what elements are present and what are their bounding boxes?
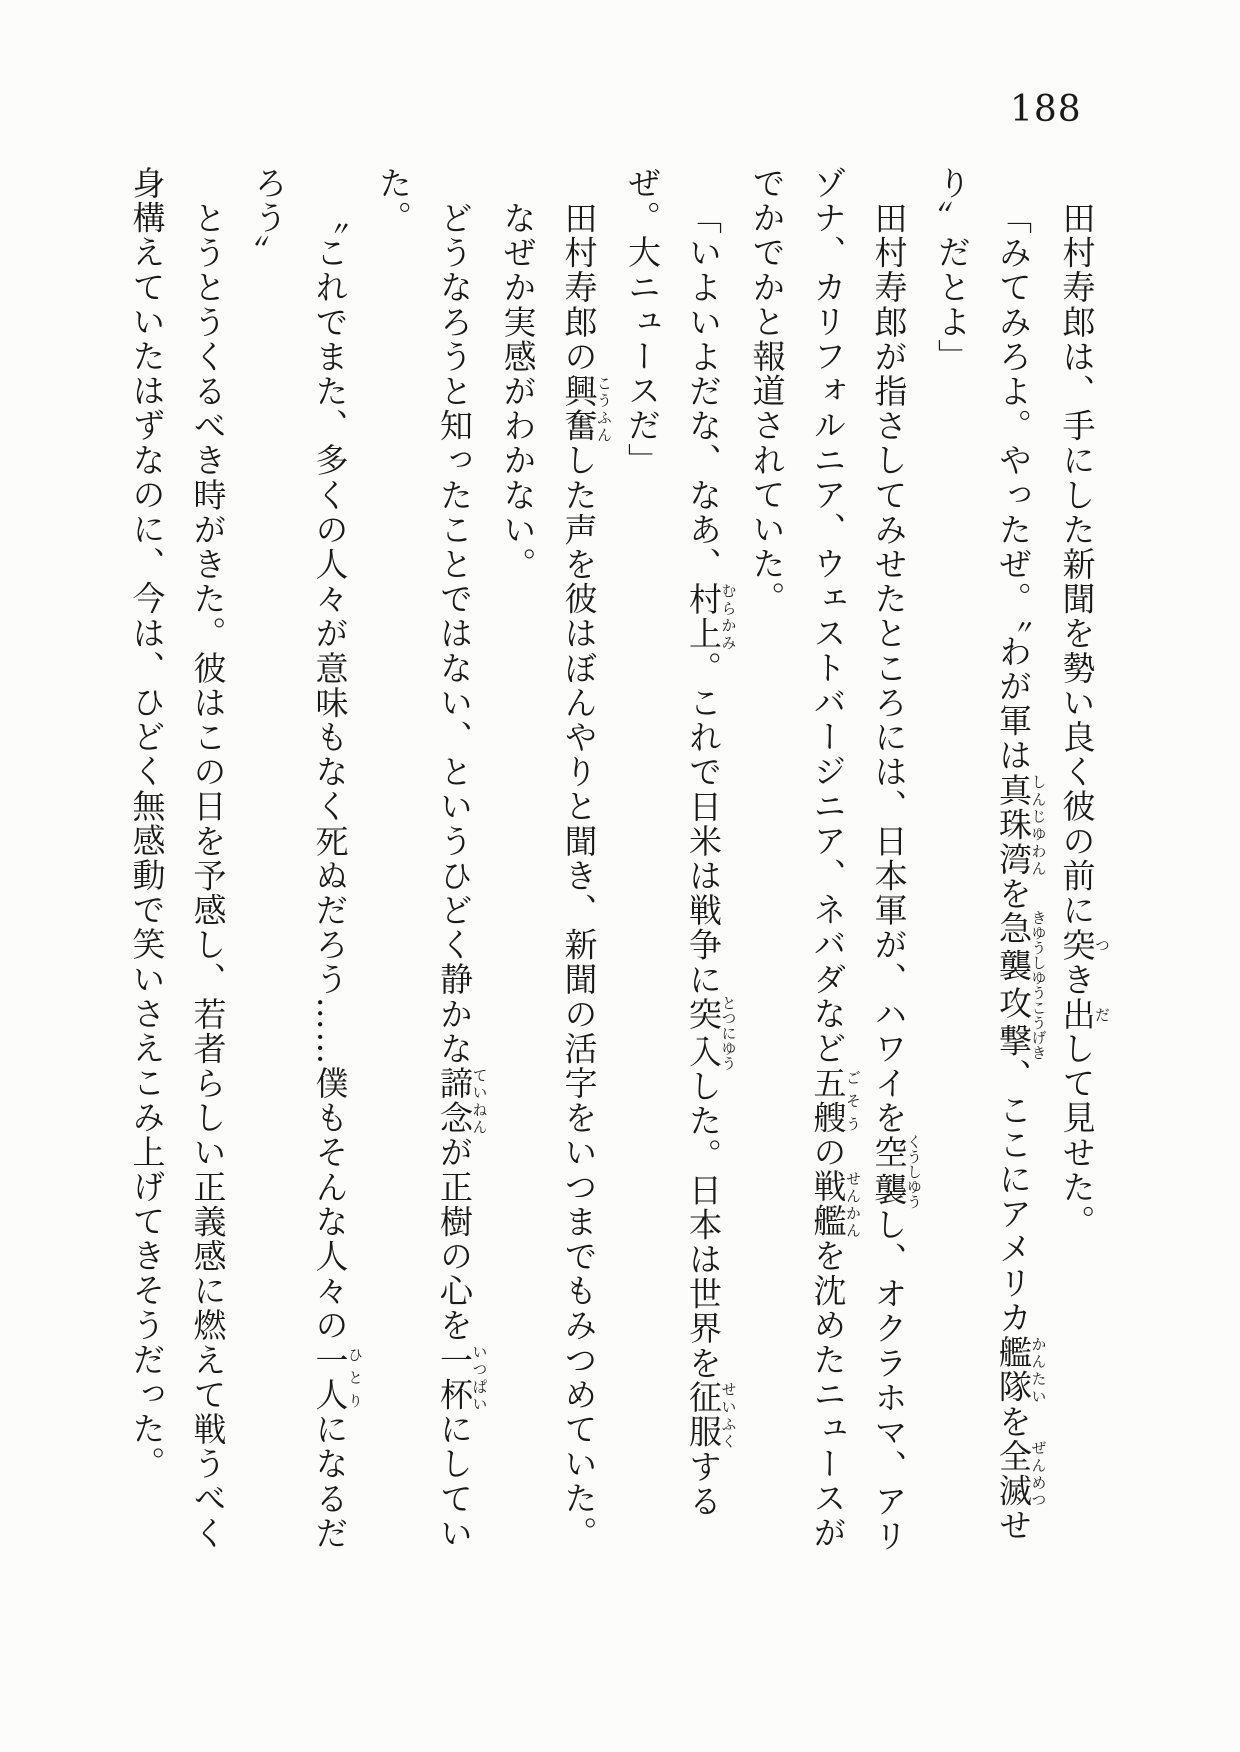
paragraph: 「いよいよだな、なあ、村上むらかみ。これで日米は戦争に突入とつにゆうした。日本は世界を征服せいふくするぜ。大ニュースだ」 (623, 166, 738, 1519)
furigana: むらかみ (719, 581, 738, 651)
furigana: きゆうしゆうこうげき (1029, 909, 1048, 1060)
furigana: ひとり (346, 1342, 364, 1413)
ruby-annotated-word: 征服せいふく (684, 1380, 738, 1450)
furigana: せんかん (844, 1169, 862, 1239)
paragraph: 田村寿郎の興奮こうふんした声を彼はぼんやりと聞き、新聞の活字をいつまでもみつめていた。 (559, 201, 613, 1551)
ruby-annotated-word: 艦隊かんたい (994, 1335, 1048, 1405)
furigana: とつにゆう (719, 995, 738, 1071)
furigana: かんたい (1029, 1335, 1048, 1405)
ruby-annotated-word: 村上むらかみ (684, 581, 738, 651)
furigana: ごそう (844, 1065, 862, 1135)
furigana: ぜんめつ (1029, 1438, 1048, 1509)
furigana: せいふく (719, 1380, 738, 1450)
ruby-annotated-word: 全滅ぜんめつ (994, 1438, 1048, 1509)
paragraph: 〝これでまた、多くの人々が意味もなく死ぬだろう……僕もそんな人々の一人ひとりになるだろう〟 (249, 166, 364, 1551)
ruby-annotated-word: 突入とつにゆう (684, 995, 738, 1071)
ruby-annotated-word: 突つ (1057, 927, 1111, 963)
ruby-annotated-word: 一人ひとり (310, 1342, 364, 1413)
furigana: つ (1093, 927, 1111, 963)
furigana: いつぱい (470, 1342, 489, 1412)
ruby-annotated-word: 戦艦せんかん (808, 1169, 862, 1239)
ruby-annotated-word: 一杯いつぱい (435, 1342, 489, 1413)
furigana: くうしゆう (905, 1133, 923, 1209)
ruby-annotated-word: 急襲攻撃きゆうしゆうこうげき (994, 909, 1048, 1060)
paragraph: なぜか実感がわかない。 (498, 201, 538, 582)
furigana: ていねん (470, 1066, 489, 1136)
ruby-annotated-word: 興奮こうふん (559, 374, 613, 444)
ruby-annotated-word: 五艘ごそう (808, 1065, 862, 1135)
furigana: だ (1093, 996, 1111, 1032)
paragraph: 田村寿郎は、手にした新聞を勢い良く彼の前に突つき出だして見せた。 (1057, 201, 1111, 1240)
furigana: しんじゆわん (1029, 772, 1048, 877)
paragraph: とうとうくるべき時がきた。彼はこの日を予感し、若者らしい正義感に燃えて戦うべく身構えていたはずなのに、今は、ひどく無感動で笑いさえこみ上げてきそうだった。 (127, 166, 228, 1551)
ruby-annotated-word: 空襲くうしゆう (869, 1133, 923, 1209)
text-block (117, 166, 1111, 1556)
ruby-annotated-word: 諦念ていねん (435, 1066, 489, 1136)
paragraph: どうなろうと知ったことではない、というひどく静かな諦念ていねんが正樹の心を一杯いつぱいにしていた。 (374, 166, 489, 1551)
ruby-annotated-word: 真珠湾しんじゆわん (994, 772, 1048, 877)
furigana: こうふん (595, 374, 613, 444)
paragraph: 「みてみろよ。やったぜ。〝わが軍は真珠湾しんじゆわんを急襲攻撃きゆうしゆうこうげき、ここにアメリカ艦隊かんたいを全滅ぜんめつせり〟だとよ」 (933, 166, 1048, 1543)
page-number: 188 (1010, 89, 1082, 130)
ruby-annotated-word: 出だ (1057, 996, 1111, 1032)
paragraph: 田村寿郎が指さしてみせたところには、日本軍が、ハワイを空襲くうしゆうし、オクラホマ、アリゾナ、カリフォルニア、ウェストバージニア、ネバダなど五艘ごそうの戦艦せんかんを沈めたニュースがでかでかと報道されていた。 (747, 166, 923, 1554)
